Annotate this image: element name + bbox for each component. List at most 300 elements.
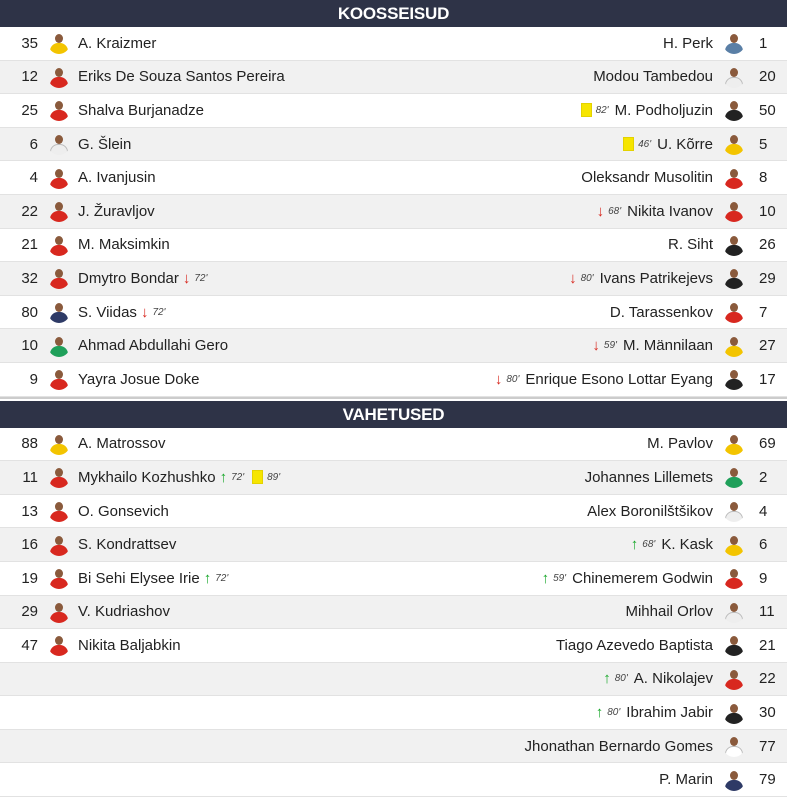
player-avatar[interactable] — [48, 133, 70, 155]
player-row — [0, 696, 787, 730]
player-avatar[interactable] — [723, 99, 745, 121]
shirt-number: 21 — [21, 236, 38, 254]
avatar-shirt — [725, 77, 743, 88]
avatar-shirt — [725, 713, 743, 724]
event-minute: 72' — [231, 471, 245, 483]
match-event — [603, 671, 630, 686]
shirt-number: 11 — [22, 468, 38, 486]
player-name[interactable]: Dmytro Bondar — [78, 269, 179, 287]
home-player[interactable] — [0, 195, 155, 228]
shirt-number: 77 — [759, 737, 776, 755]
avatar-head — [55, 636, 63, 645]
avatar-shirt — [50, 346, 68, 357]
avatar-head — [730, 370, 738, 379]
avatar-shirt — [50, 612, 68, 623]
avatar-head — [730, 269, 738, 278]
player-name[interactable]: Mihhail Orlov — [625, 603, 713, 621]
match-event — [631, 537, 658, 552]
shirt-number: 26 — [759, 236, 776, 254]
avatar-head — [55, 435, 63, 444]
avatar-shirt — [725, 477, 743, 488]
away-player[interactable] — [599, 663, 787, 696]
shirt-number: 11 — [759, 603, 775, 621]
avatar-head — [730, 636, 738, 645]
avatar-shirt — [725, 780, 743, 791]
away-player[interactable] — [592, 696, 787, 729]
avatar-head — [55, 603, 63, 612]
player-avatar[interactable] — [48, 368, 70, 390]
shirt-number: 16 — [21, 536, 38, 554]
section-title: VAHETUSED — [0, 401, 787, 428]
shirt-number: 29 — [759, 269, 776, 287]
avatar-shirt — [725, 545, 743, 556]
player-name[interactable]: A. Kraizmer — [78, 34, 157, 52]
home-player[interactable] — [0, 562, 232, 595]
substitution-in-icon: ↑ — [603, 670, 611, 688]
substitution-out-icon: ↓ — [569, 269, 577, 287]
event-minute: 82' — [595, 104, 609, 116]
player-avatar[interactable] — [723, 567, 745, 589]
event-minute: 80' — [607, 707, 621, 719]
shirt-number: 4 — [29, 169, 38, 187]
match-event — [569, 271, 596, 286]
away-player[interactable] — [565, 262, 787, 295]
match-event — [220, 470, 245, 485]
player-avatar[interactable] — [48, 466, 70, 488]
player-avatar[interactable] — [48, 567, 70, 589]
avatar-head — [55, 569, 63, 578]
player-name[interactable]: Ivans Patrikejevs — [599, 269, 713, 287]
avatar-head — [55, 536, 63, 545]
player-avatar[interactable] — [48, 433, 70, 455]
player-name[interactable]: Yayra Josue Doke — [78, 370, 200, 388]
home-player[interactable] — [0, 262, 211, 295]
home-player[interactable] — [0, 61, 285, 94]
player-row — [0, 763, 787, 797]
home-player[interactable] — [0, 495, 169, 528]
avatar-head — [55, 135, 63, 144]
shirt-number: 17 — [759, 370, 776, 388]
player-name[interactable]: Alex Boronilštšikov — [587, 502, 713, 520]
player-avatar[interactable] — [48, 634, 70, 656]
player-row — [0, 195, 787, 229]
player-name[interactable]: M. Maksimkin — [78, 236, 170, 254]
player-avatar[interactable] — [723, 702, 745, 724]
player-row — [0, 329, 787, 363]
avatar-shirt — [725, 144, 743, 155]
player-name[interactable]: A. Matrossov — [78, 435, 166, 453]
avatar-head — [55, 502, 63, 511]
substitution-out-icon: ↓ — [140, 303, 149, 321]
shirt-number: 50 — [759, 101, 776, 119]
player-name[interactable]: O. Gonsevich — [78, 502, 169, 520]
avatar-shirt — [50, 312, 68, 323]
avatar-head — [730, 337, 738, 346]
match-event — [581, 103, 611, 117]
player-avatar[interactable] — [723, 769, 745, 791]
event-minute: 46' — [638, 138, 652, 150]
yellow-card-icon — [581, 103, 592, 117]
avatar-head — [55, 303, 63, 312]
shirt-number: 1 — [759, 34, 768, 52]
avatar-shirt — [725, 444, 743, 455]
away-player[interactable] — [581, 161, 787, 194]
player-name[interactable]: J. Žuravljov — [78, 202, 155, 220]
away-player[interactable] — [588, 329, 787, 362]
avatar-shirt — [725, 178, 743, 189]
player-name[interactable]: M. Pavlov — [647, 435, 713, 453]
player-avatar[interactable] — [48, 167, 70, 189]
avatar-head — [55, 68, 63, 77]
away-player[interactable] — [577, 94, 787, 127]
player-row — [0, 363, 787, 397]
avatar-head — [730, 468, 738, 477]
avatar-head — [55, 269, 63, 278]
avatar-head — [730, 202, 738, 211]
avatar-shirt — [50, 278, 68, 289]
player-avatar[interactable] — [723, 32, 745, 54]
avatar-head — [730, 737, 738, 746]
player-row — [0, 94, 787, 128]
avatar-head — [730, 34, 738, 43]
shirt-number: 6 — [29, 135, 38, 153]
avatar-shirt — [725, 211, 743, 222]
home-player[interactable] — [0, 596, 170, 629]
shirt-number: 35 — [21, 34, 38, 52]
player-name[interactable]: Eriks De Souza Santos Pereira — [78, 68, 285, 86]
player-avatar[interactable] — [723, 668, 745, 690]
shirt-number: 30 — [759, 704, 776, 722]
player-avatar[interactable] — [723, 335, 745, 357]
event-minute: 72' — [194, 272, 208, 284]
avatar-shirt — [50, 245, 68, 256]
player-name[interactable]: Ahmad Abdullahi Gero — [78, 337, 229, 355]
shirt-number: 10 — [759, 202, 776, 220]
shirt-number: 69 — [759, 435, 776, 453]
event-minute: 72' — [152, 306, 166, 318]
player-avatar[interactable] — [723, 133, 745, 155]
player-name[interactable]: S. Viidas — [78, 303, 137, 321]
substitution-in-icon: ↑ — [219, 468, 228, 486]
avatar-head — [55, 169, 63, 178]
home-player[interactable] — [0, 528, 176, 561]
avatar-shirt — [50, 511, 68, 522]
player-name[interactable]: Bi Sehi Elysee Irie — [78, 569, 200, 587]
player-avatar[interactable] — [48, 99, 70, 121]
player-avatar[interactable] — [48, 335, 70, 357]
substitution-in-icon: ↑ — [541, 569, 550, 587]
away-player[interactable] — [587, 495, 787, 528]
player-name[interactable]: M. Podholjuzin — [614, 101, 713, 119]
player-avatar[interactable] — [48, 200, 70, 222]
shirt-number: 13 — [21, 502, 38, 520]
avatar-shirt — [50, 545, 68, 556]
shirt-number: 9 — [759, 569, 768, 587]
away-player[interactable] — [627, 528, 787, 561]
away-player[interactable] — [647, 428, 787, 461]
avatar-shirt — [50, 379, 68, 390]
shirt-number: 5 — [759, 135, 768, 153]
away-player[interactable] — [593, 61, 787, 94]
home-player[interactable] — [0, 428, 166, 461]
shirt-number: 80 — [21, 303, 38, 321]
avatar-head — [730, 135, 738, 144]
shirt-number: 25 — [21, 101, 38, 119]
avatar-shirt — [725, 278, 743, 289]
player-name[interactable]: U. Kõrre — [657, 135, 713, 153]
player-row — [0, 128, 787, 162]
event-minute: 80' — [614, 673, 628, 685]
player-name[interactable]: Nikita Baljabkin — [78, 636, 181, 654]
player-name[interactable]: R. Siht — [667, 236, 713, 254]
avatar-shirt — [50, 645, 68, 656]
player-row — [0, 562, 787, 596]
substitution-out-icon: ↓ — [592, 337, 600, 355]
away-player[interactable] — [659, 763, 787, 796]
avatar-shirt — [725, 110, 743, 121]
player-avatar[interactable] — [723, 267, 745, 289]
substitution-out-icon: ↓ — [494, 370, 503, 388]
home-player[interactable] — [0, 329, 228, 362]
match-event — [204, 571, 229, 586]
shirt-number: 32 — [21, 269, 38, 287]
player-row — [0, 528, 787, 562]
event-minute: 80' — [580, 272, 594, 284]
player-name[interactable]: Jhonathan Bernardo Gomes — [524, 737, 713, 755]
player-row — [0, 629, 787, 663]
avatar-shirt — [50, 110, 68, 121]
player-row — [0, 296, 787, 330]
avatar-shirt — [50, 211, 68, 222]
player-name[interactable]: P. Marin — [659, 771, 713, 789]
player-avatar[interactable] — [723, 500, 745, 522]
shirt-number: 21 — [759, 636, 776, 654]
player-avatar[interactable] — [723, 66, 745, 88]
player-row — [0, 428, 787, 462]
shirt-number: 4 — [759, 502, 768, 520]
match-event — [183, 271, 208, 286]
avatar-shirt — [725, 578, 743, 589]
shirt-number: 29 — [21, 603, 38, 621]
player-name[interactable]: D. Tarassenkov — [609, 303, 713, 321]
player-row — [0, 663, 787, 697]
away-player[interactable] — [610, 296, 787, 329]
player-name[interactable]: Modou Tambedou — [593, 68, 713, 86]
player-avatar[interactable] — [723, 534, 745, 556]
player-row — [0, 495, 787, 529]
player-avatar[interactable] — [48, 267, 70, 289]
player-name[interactable]: S. Kondrattsev — [78, 536, 177, 554]
away-player[interactable] — [556, 629, 787, 662]
player-avatar[interactable] — [723, 601, 745, 623]
avatar-head — [730, 603, 738, 612]
avatar-shirt — [50, 77, 68, 88]
home-player[interactable] — [0, 629, 181, 662]
substitution-out-icon: ↓ — [596, 202, 605, 220]
match-event — [592, 338, 619, 353]
avatar-shirt — [725, 645, 743, 656]
player-name[interactable]: A. Nikolajev — [633, 670, 713, 688]
player-avatar[interactable] — [723, 200, 745, 222]
player-avatar[interactable] — [723, 433, 745, 455]
avatar-shirt — [50, 144, 68, 155]
shirt-number: 2 — [759, 468, 768, 486]
home-player[interactable] — [0, 161, 156, 194]
away-player[interactable] — [625, 596, 787, 629]
away-player[interactable] — [668, 229, 787, 262]
avatar-head — [730, 569, 738, 578]
player-avatar[interactable] — [723, 735, 745, 757]
event-minute: 59' — [603, 340, 617, 352]
avatar-head — [55, 34, 63, 43]
shirt-number: 9 — [29, 370, 38, 388]
home-player[interactable] — [0, 229, 170, 262]
avatar-shirt — [725, 312, 743, 323]
avatar-shirt — [725, 679, 743, 690]
home-player[interactable] — [0, 27, 156, 60]
player-name[interactable]: M. Männilaan — [622, 337, 713, 355]
player-avatar[interactable] — [48, 534, 70, 556]
player-avatar[interactable] — [723, 234, 745, 256]
player-name[interactable]: V. Kudriashov — [78, 603, 171, 621]
away-player[interactable] — [491, 363, 787, 396]
player-row — [0, 161, 787, 195]
avatar-shirt — [50, 477, 68, 488]
player-avatar[interactable] — [48, 301, 70, 323]
shirt-number: 8 — [759, 169, 768, 187]
match-event — [252, 470, 280, 484]
match-event — [596, 705, 623, 720]
avatar-head — [730, 502, 738, 511]
yellow-card-icon — [623, 137, 634, 151]
avatar-shirt — [725, 511, 743, 522]
avatar-shirt — [50, 578, 68, 589]
yellow-card-icon — [252, 470, 263, 484]
avatar-head — [55, 236, 63, 245]
avatar-head — [730, 236, 738, 245]
player-row — [0, 61, 787, 95]
home-player[interactable] — [0, 296, 169, 329]
player-name[interactable]: Nikita Ivanov — [627, 202, 713, 220]
player-avatar[interactable] — [48, 601, 70, 623]
avatar-head — [730, 303, 738, 312]
player-avatar[interactable] — [723, 368, 745, 390]
player-row — [0, 596, 787, 630]
shirt-number: 22 — [21, 202, 38, 220]
player-avatar[interactable] — [48, 32, 70, 54]
away-player[interactable] — [538, 562, 787, 595]
player-name[interactable]: Chinemerem Godwin — [572, 569, 713, 587]
avatar-head — [730, 101, 738, 110]
shirt-number: 27 — [759, 337, 776, 355]
player-name[interactable]: Ibrahim Jabir — [626, 704, 713, 722]
away-player[interactable] — [663, 27, 787, 60]
avatar-shirt — [725, 379, 743, 390]
shirt-number: 6 — [759, 536, 768, 554]
shirt-number: 20 — [759, 68, 776, 86]
match-event — [141, 305, 166, 320]
match-event — [623, 137, 653, 151]
player-name[interactable]: Oleksandr Musolitin — [581, 169, 713, 187]
shirt-number: 47 — [21, 636, 38, 654]
player-name[interactable]: Shalva Burjanadze — [78, 101, 204, 119]
player-avatar[interactable] — [723, 634, 745, 656]
event-minute: 59' — [553, 572, 567, 584]
player-name[interactable]: H. Perk — [662, 34, 713, 52]
player-row — [0, 262, 787, 296]
avatar-head — [730, 435, 738, 444]
avatar-head — [55, 468, 63, 477]
event-minute: 68' — [642, 539, 656, 551]
home-player[interactable] — [0, 94, 204, 127]
player-avatar[interactable] — [723, 466, 745, 488]
match-event — [542, 571, 569, 586]
avatar-head — [730, 68, 738, 77]
player-name[interactable]: G. Šlein — [78, 135, 132, 153]
player-name[interactable]: Mykhailo Kozhushko — [78, 468, 216, 486]
player-name[interactable]: Enrique Esono Lottar Eyang — [525, 370, 713, 388]
avatar-head — [55, 101, 63, 110]
match-event — [495, 372, 522, 387]
avatar-shirt — [725, 612, 743, 623]
home-player[interactable] — [0, 363, 199, 396]
player-name[interactable]: K. Kask — [661, 536, 713, 554]
avatar-head — [55, 337, 63, 346]
avatar-head — [730, 670, 738, 679]
substitution-out-icon: ↓ — [182, 269, 191, 287]
home-player[interactable] — [0, 128, 131, 161]
away-player[interactable] — [585, 461, 787, 494]
shirt-number: 10 — [21, 337, 38, 355]
section-title: KOOSSEISUD — [0, 0, 787, 27]
player-row — [0, 27, 787, 61]
shirt-number: 12 — [21, 68, 38, 86]
player-avatar[interactable] — [48, 500, 70, 522]
event-minute: 89' — [267, 471, 281, 483]
avatar-head — [55, 202, 63, 211]
substitution-in-icon: ↑ — [203, 569, 212, 587]
home-player[interactable] — [0, 461, 284, 494]
player-name[interactable]: Johannes Lillemets — [584, 468, 713, 486]
player-row — [0, 461, 787, 495]
player-row — [0, 730, 787, 764]
avatar-shirt — [725, 245, 743, 256]
away-player[interactable] — [593, 195, 787, 228]
player-row — [0, 229, 787, 263]
avatar-shirt — [50, 178, 68, 189]
shirt-number: 22 — [759, 670, 776, 688]
player-avatar[interactable] — [723, 167, 745, 189]
player-avatar[interactable] — [723, 301, 745, 323]
avatar-head — [55, 370, 63, 379]
shirt-number: 79 — [759, 771, 776, 789]
event-minute: 72' — [215, 572, 229, 584]
player-avatar[interactable] — [48, 66, 70, 88]
player-name[interactable]: Tiago Azevedo Baptista — [555, 636, 713, 654]
shirt-number: 7 — [759, 303, 768, 321]
substitution-in-icon: ↑ — [630, 536, 639, 554]
away-player[interactable] — [619, 128, 787, 161]
away-player[interactable] — [525, 730, 787, 763]
avatar-shirt — [725, 43, 743, 54]
player-avatar[interactable] — [48, 234, 70, 256]
avatar-shirt — [50, 43, 68, 54]
player-name[interactable]: A. Ivanjusin — [78, 169, 156, 187]
avatar-shirt — [725, 746, 743, 757]
match-event — [597, 204, 624, 219]
shirt-number: 19 — [21, 569, 38, 587]
avatar-shirt — [725, 346, 743, 357]
